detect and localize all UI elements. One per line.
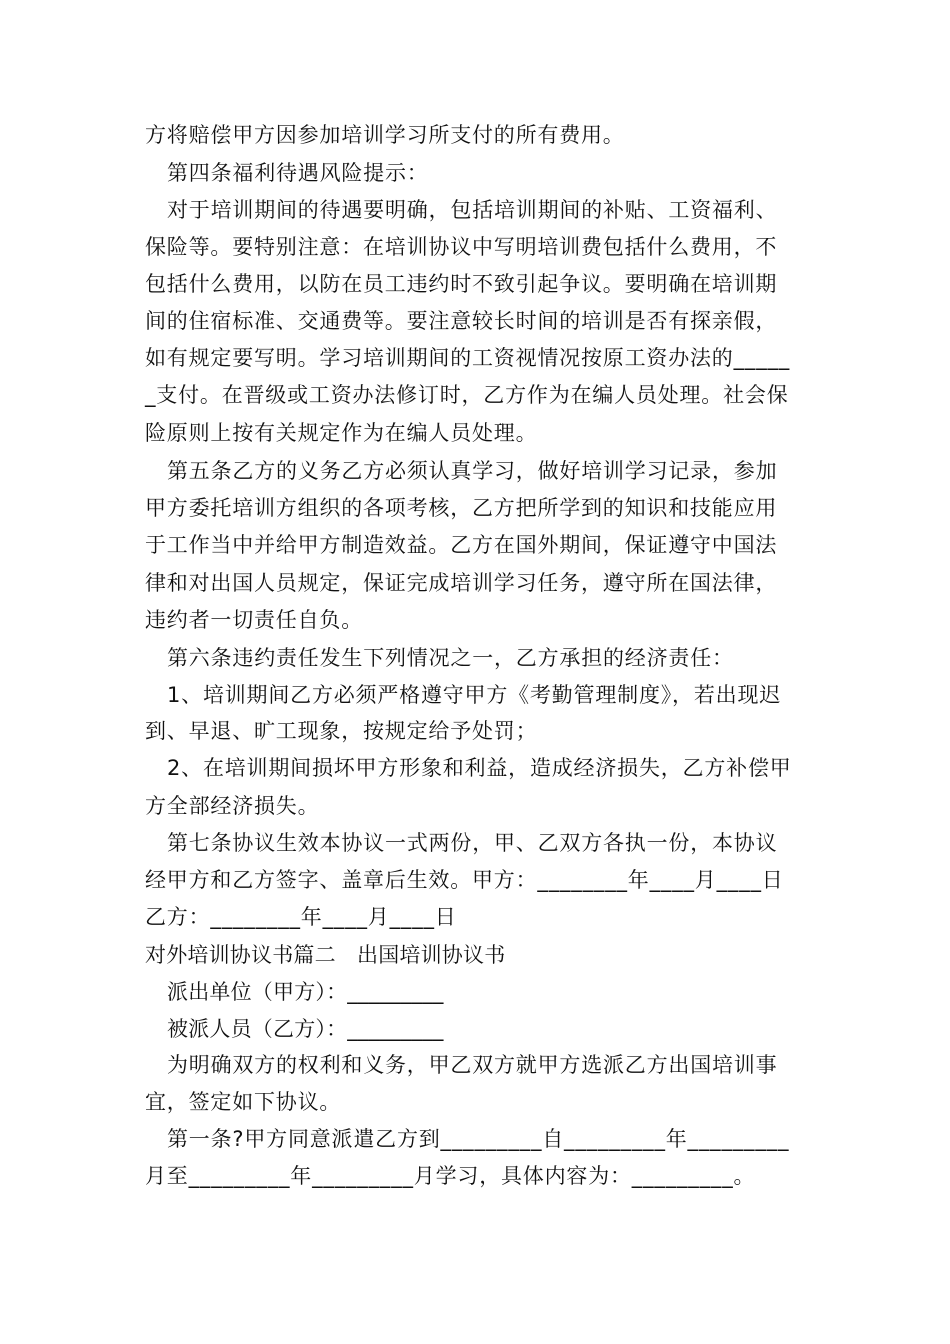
document-line-1: 方将赔偿甲方因参加培训学习所支付的所有费用。 (145, 123, 625, 147)
document-line-12: 于工作当中并给甲方制造效益。乙方在国外期间，保证遵守中国法 (145, 533, 778, 557)
document-line-2: 第四条福利待遇风险提示： (167, 161, 429, 185)
document-line-5: 包括什么费用，以防在员工违约时不致引起争议。要明确在培训期 (145, 272, 778, 296)
document-line-9: 险原则上按有关规定作为在编人员处理。 (145, 421, 538, 445)
document-line-17: 到、早退、旷工现象，按规定给予处罚； (145, 719, 538, 743)
document-line-25: 被派人员（乙方）：_________ (167, 1017, 444, 1041)
document-line-29: 月至_________年_________月学习，具体内容为：_________。 (145, 1164, 756, 1188)
document-line-11: 甲方委托培训方组织的各项考核，乙方把所学到的知识和技能应用 (145, 496, 778, 520)
document-line-26: 为明确双方的权利和义务，甲乙双方就甲方选派乙方出国培训事 (167, 1053, 778, 1077)
document-line-19: 方全部经济损失。 (145, 794, 320, 818)
section-heading: 对外培训协议书篇二 出国培训协议书 (145, 943, 506, 967)
document-line-28: 第一条?甲方同意派遣乙方到_________自_________年_________ (167, 1127, 790, 1151)
document-line-27: 宜，签定如下协议。 (145, 1090, 342, 1114)
document-line-3: 对于培训期间的待遇要明确，包括培训期间的补贴、工资福利、 (167, 198, 778, 222)
document-line-16: 1、培训期间乙方必须严格遵守甲方《考勤管理制度》，若出现迟 (167, 683, 782, 707)
document-line-21: 经甲方和乙方签字、盖章后生效。甲方：________年____月____日 (145, 868, 784, 892)
document-line-18: 2、在培训期间损坏甲方形象和利益，造成经济损失，乙方补偿甲 (167, 756, 792, 780)
document-line-24: 派出单位（甲方）：_________ (167, 980, 444, 1004)
document-line-7: 如有规定要写明。学习培训期间的工资视情况按原工资办法的_____ (145, 346, 791, 370)
document-line-14: 违约者一切责任自负。 (145, 608, 363, 632)
document-line-22: 乙方：________年____月____日 (145, 905, 457, 929)
document-line-10: 第五条乙方的义务乙方必须认真学习，做好培训学习记录，参加 (167, 459, 778, 483)
document-line-4: 保险等。要特别注意：在培训协议中写明培训费包括什么费用，不 (145, 235, 778, 259)
document-line-13: 律和对出国人员规定，保证完成培训学习任务，遵守所在国法律， (145, 571, 778, 595)
document-line-15: 第六条违约责任发生下列情况之一，乙方承担的经济责任： (167, 646, 734, 670)
document-line-6: 间的住宿标准、交通费等。要注意较长时间的培训是否有探亲假， (145, 309, 778, 333)
document-line-8: _支付。在晋级或工资办法修订时，乙方作为在编人员处理。社会保 (145, 383, 789, 407)
document-line-20: 第七条协议生效本协议一式两份，甲、乙双方各执一份，本协议 (167, 831, 778, 855)
